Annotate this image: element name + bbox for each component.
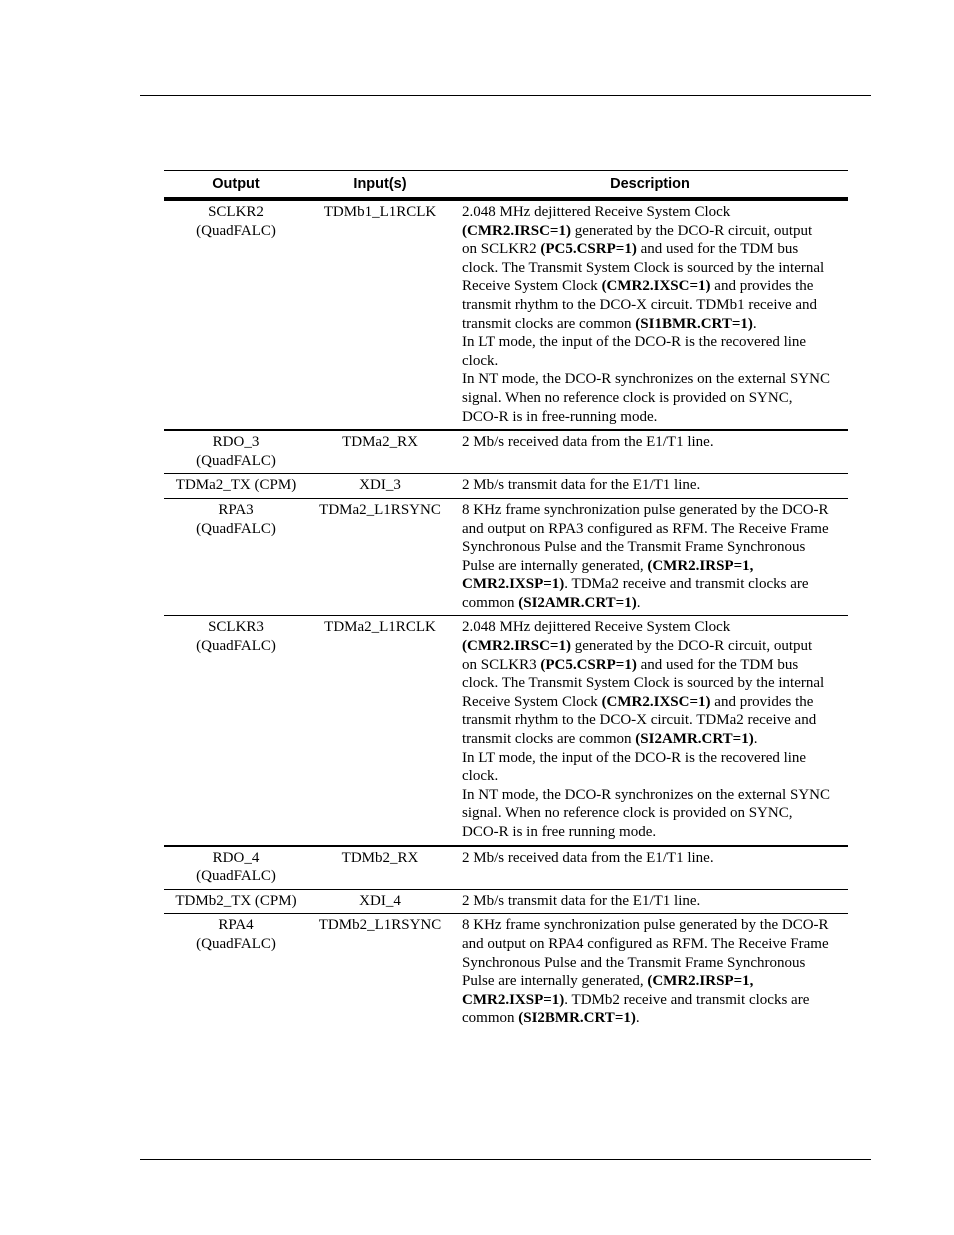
register-setting: (PC5.CSRP=1) [540, 241, 637, 258]
description-line [462, 296, 846, 315]
description-text: and provides the [710, 278, 814, 295]
table-row [164, 498, 848, 616]
register-setting: (SI1BMR.CRT=1) [635, 315, 753, 332]
description-text: and used for the TDM bus [636, 656, 799, 673]
column-header-output: Output [164, 171, 308, 200]
output-line: (QuadFALC) [196, 520, 276, 537]
table-row [164, 616, 848, 846]
description-text: DCO-R is in free running mode. [462, 824, 657, 840]
description-text: Synchronous Pulse and the Transmit Frame Synchronous [462, 954, 806, 971]
description-line [462, 804, 846, 823]
description-line [462, 240, 846, 259]
description-line [462, 575, 846, 594]
output-line: SCLKR3 [208, 619, 264, 636]
description-text: clock. [462, 352, 499, 369]
register-setting: CMR2.IXSP=1) [462, 576, 565, 593]
cell-input: TDMb2_L1RSYNC [318, 917, 442, 934]
description-line [462, 954, 846, 973]
table-row [164, 914, 848, 1031]
table-row [164, 846, 848, 890]
description-text: In NT mode, the DCO-R synchronizes on the external SYNC [462, 786, 830, 803]
description-line [462, 501, 846, 520]
output-line: RDO_4 [212, 849, 260, 866]
description-text: 2 Mb/s transmit data for the E1/T1 line. [462, 477, 701, 494]
signal-table [164, 170, 848, 1031]
description-text: transmit rhythm to the DCO-X circuit. TDMb1 receive and [462, 296, 818, 313]
description-text: and output on RPA3 configured as RFM. The Receive Frame [462, 520, 829, 537]
cell-output [164, 430, 308, 474]
description-text: and used for the TDM bus [636, 241, 799, 258]
description-text: . TDMa2 receive and transmit clocks are [564, 576, 809, 593]
description-line [462, 767, 846, 786]
description-text: signal. When no reference clock is provided on SYNC, [462, 805, 793, 822]
cell-description [452, 846, 848, 890]
description-line [462, 711, 846, 730]
table-row [164, 474, 848, 499]
description-line [462, 916, 846, 935]
cell-description [452, 914, 848, 1031]
description-text: . [753, 731, 758, 748]
output-line: (QuadFALC) [196, 638, 276, 655]
cell-output [164, 914, 308, 1031]
cell-output [164, 889, 308, 914]
description-text: 2.048 MHz dejittered Receive System Clock [462, 204, 731, 220]
cell-output [164, 616, 308, 846]
description-text: 8 KHz frame synchronization pulse generated by the DCO-R [462, 501, 829, 518]
cell-output [164, 498, 308, 616]
description-line [462, 389, 846, 408]
table-row [164, 430, 848, 474]
description-text: signal. When no reference clock is provided on SYNC, [462, 389, 793, 406]
description-text: In NT mode, the DCO-R synchronizes on the external SYNC [462, 371, 830, 388]
description-line [462, 370, 846, 389]
register-setting: (CMR2.IXSC=1) [601, 693, 711, 710]
register-setting: (CMR2.IRSC=1) [462, 638, 571, 655]
description-line [462, 1009, 846, 1028]
description-text: 8 KHz frame synchronization pulse generated by the DCO-R [462, 917, 829, 934]
cell-output [164, 199, 308, 430]
description-line [462, 476, 846, 495]
register-setting: (PC5.CSRP=1) [540, 656, 637, 673]
description-line [462, 618, 846, 637]
description-line [462, 520, 846, 539]
description-line [462, 730, 846, 749]
description-line [462, 433, 846, 452]
cell-description [452, 616, 848, 846]
description-text: and output on RPA4 configured as RFM. The Receive Frame [462, 935, 829, 952]
output-line: TDMb2_TX (CPM) [175, 892, 297, 909]
description-text: . [636, 594, 641, 611]
description-line [462, 315, 846, 334]
description-text: Synchronous Pulse and the Transmit Frame Synchronous [462, 539, 806, 556]
register-setting: (CMR2.IXSC=1) [601, 278, 711, 295]
table-header-row [164, 171, 848, 200]
table-row [164, 889, 848, 914]
description-text: 2 Mb/s received data from the E1/T1 line. [462, 849, 714, 866]
cell-input: TDMb2_RX [308, 846, 452, 890]
description-text: transmit clocks are common [462, 315, 636, 332]
description-text: 2.048 MHz dejittered Receive System Clock [462, 619, 731, 636]
description-text: transmit rhythm to the DCO-X circuit. TDMa2 receive and [462, 712, 817, 729]
output-line: (QuadFALC) [196, 222, 276, 239]
description-line [462, 656, 846, 675]
description-line [462, 786, 846, 805]
description-text: . TDMb2 receive and transmit clocks are [564, 991, 810, 1008]
description-line [462, 408, 846, 427]
register-setting: (CMR2.IRSC=1) [462, 222, 571, 239]
description-line [462, 823, 846, 842]
header-rule [140, 95, 871, 96]
description-text: . [635, 1010, 640, 1027]
description-line [462, 935, 846, 954]
column-header-description: Description [452, 171, 848, 200]
register-setting: CMR2.IXSP=1) [462, 991, 565, 1008]
cell-input: TDMa2_RX [308, 430, 452, 474]
description-text: DCO-R is in free-running mode. [462, 408, 658, 425]
cell-input: XDI_3 [308, 474, 452, 499]
description-text: Pulse are internally generated, [462, 557, 648, 574]
cell-description [452, 430, 848, 474]
table-row [164, 199, 848, 430]
cell-output [164, 474, 308, 499]
description-line [462, 352, 846, 371]
description-line [462, 333, 846, 352]
description-text: 2 Mb/s transmit data for the E1/T1 line. [462, 892, 701, 909]
description-text: . [752, 315, 757, 332]
description-line [462, 259, 846, 278]
description-text: In LT mode, the input of the DCO-R is the recovered line [462, 749, 807, 766]
description-text: on SCLKR2 [462, 241, 541, 258]
description-text: generated by the DCO-R circuit, output [570, 222, 813, 239]
cell-input: TDMa2_L1RSYNC [308, 498, 452, 616]
cell-description [452, 498, 848, 616]
register-setting: (CMR2.IRSP=1, [647, 557, 754, 574]
output-line: (QuadFALC) [196, 935, 276, 952]
cell-description [452, 889, 848, 914]
register-setting: (SI2BMR.CRT=1) [518, 1010, 636, 1027]
description-text: Receive System Clock [462, 278, 602, 295]
cell-description [452, 199, 848, 430]
description-text: 2 Mb/s received data from the E1/T1 line. [462, 434, 714, 451]
description-line [462, 991, 846, 1010]
output-line: SCLKR2 [208, 204, 264, 220]
output-line: RPA3 [218, 501, 254, 518]
output-line: RDO_3 [212, 434, 260, 451]
register-setting: (CMR2.IRSP=1, [647, 973, 754, 990]
description-text: Receive System Clock [462, 693, 602, 710]
output-line: (QuadFALC) [196, 452, 276, 469]
description-text: generated by the DCO-R circuit, output [570, 638, 813, 655]
output-line: (QuadFALC) [196, 868, 276, 885]
register-setting: (SI2AMR.CRT=1) [635, 731, 754, 748]
description-line [462, 594, 846, 613]
description-line [462, 749, 846, 768]
description-line [462, 557, 846, 576]
description-line [462, 277, 846, 296]
description-line [462, 892, 846, 911]
cell-output [164, 846, 308, 890]
cell-description [452, 474, 848, 499]
description-text: and provides the [710, 693, 814, 710]
description-text: common [462, 1010, 519, 1027]
description-text: on SCLKR3 [462, 656, 541, 673]
cell-input: XDI_4 [308, 889, 452, 914]
description-text: common [462, 594, 519, 611]
description-text: clock. [462, 768, 499, 785]
output-line: RPA4 [218, 917, 254, 934]
description-line [462, 693, 846, 712]
description-text: In LT mode, the input of the DCO-R is the recovered line [462, 334, 807, 351]
description-text: Pulse are internally generated, [462, 973, 648, 990]
description-text: clock. The Transmit System Clock is sourced by the internal [462, 675, 825, 692]
description-line [462, 849, 846, 868]
description-line [462, 674, 846, 693]
description-text: clock. The Transmit System Clock is sourced by the internal [462, 259, 825, 276]
description-text: transmit clocks are common [462, 731, 636, 748]
register-setting: (SI2AMR.CRT=1) [518, 594, 637, 611]
description-line [462, 203, 846, 222]
cell-input: TDMa2_L1RCLK [308, 616, 452, 846]
table-body [164, 199, 848, 1031]
description-line [462, 222, 846, 241]
description-line [462, 972, 846, 991]
description-line [462, 538, 846, 557]
footer-rule [140, 1159, 871, 1160]
column-header-inputs: Input(s) [308, 171, 452, 200]
output-line: TDMa2_TX (CPM) [175, 477, 297, 494]
cell-input: TDMb1_L1RCLK [308, 199, 452, 430]
description-line [462, 637, 846, 656]
